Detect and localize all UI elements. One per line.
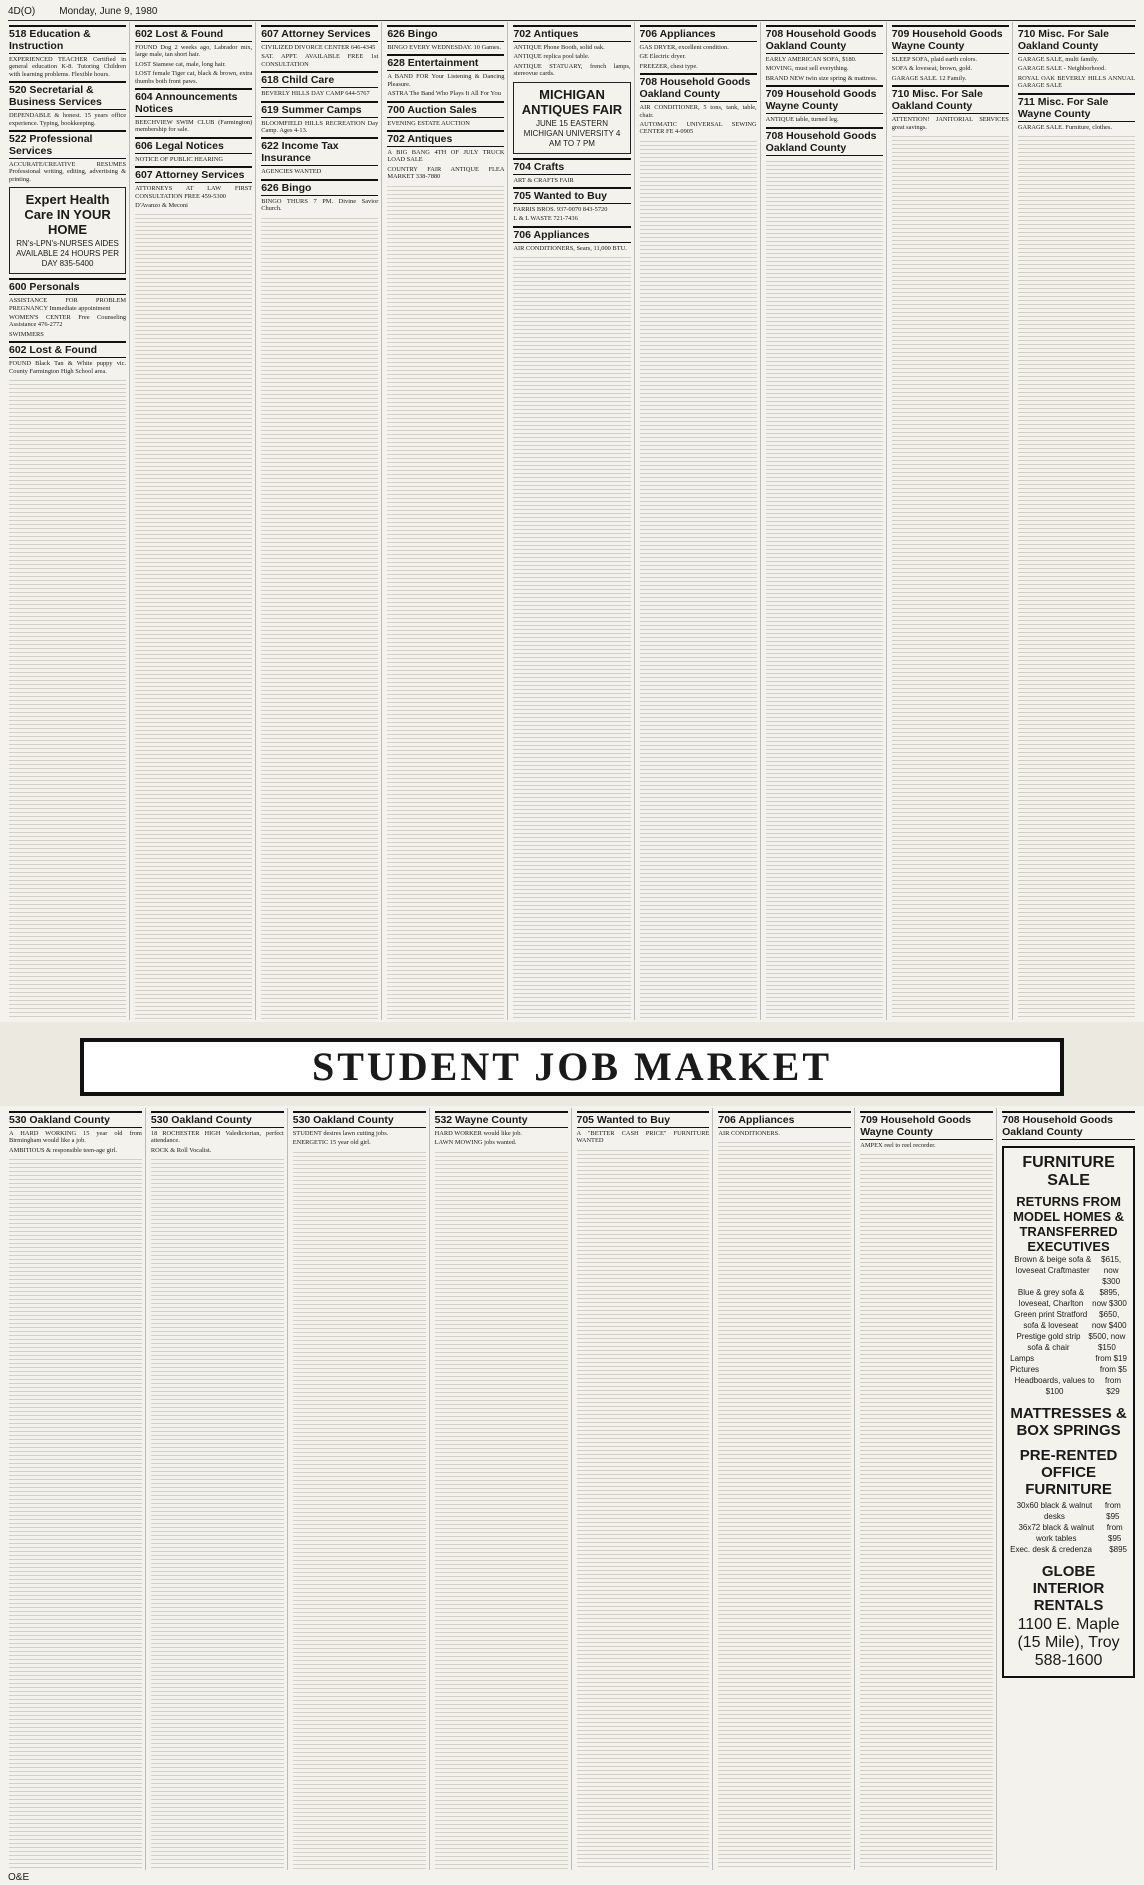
classified-ad: AIR CONDITIONERS, Sears, 11,000 BTU. — [513, 244, 627, 252]
classified-ad: L & L WASTE 721-7436 — [513, 215, 578, 223]
classified-column — [148, 1108, 288, 1870]
classified-column — [637, 22, 761, 1020]
promo-item-price: $895, now $300 — [1092, 1288, 1127, 1308]
footer-code: O&E — [8, 1872, 30, 1883]
classified-ad: BINGO EVERY WEDNESDAY. 10 Games. — [387, 44, 501, 51]
section-heading: 607 Attorney Services — [261, 25, 378, 42]
student-job-market-banner — [0, 1022, 1144, 1106]
furniture-sale-ad — [1002, 1146, 1135, 1678]
classified-ad: A BIG BANG 4TH OF JULY TRUCK LOAD SALE — [387, 149, 505, 164]
section-heading: 604 Announcements Notices — [135, 88, 252, 117]
section-heading: 708 Household Goods Oakland County — [640, 73, 757, 102]
promo-address: 1100 E. Maple (15 Mile), Troy — [1017, 1616, 1120, 1651]
section-heading: 705 Wanted to Buy — [577, 1111, 710, 1128]
classified-column — [1015, 22, 1138, 1020]
promo-item-name: Brown & beige sofa & loveseat Craftmaster — [1014, 1255, 1092, 1275]
promo-item-name: Pictures — [1010, 1365, 1040, 1374]
promo-item — [1010, 1309, 1127, 1331]
section-heading: 700 Auction Sales — [387, 101, 504, 118]
display-ad-details: JUNE 15 EASTERN MICHIGAN UNIVERSITY 4 AM TO 7 PM — [523, 118, 621, 148]
display-ad-details: RN's-LPN's-NURSES AIDES AVAILABLE 24 HOURS PER DAY 835-5400 — [16, 239, 119, 269]
classified-column — [132, 22, 256, 1020]
section-heading: 702 Antiques — [387, 130, 504, 147]
section-heading: 626 Bingo — [261, 179, 378, 196]
classified-ad: ART & CRAFTS FAIR — [513, 176, 574, 184]
classified-ad: DEPENDABLE & honest. 15 years office experience. Typing, bookkeeping. — [9, 112, 127, 127]
classified-ad: 18 ROCHESTER HIGH Valedictorian, perfect attendance. — [150, 1130, 284, 1145]
promo-item-price: from $19 — [1095, 1354, 1127, 1363]
classified-ad: ASTRA The Band Who Plays It All For You — [387, 90, 501, 98]
classified-column — [510, 22, 634, 1020]
classified-ad: ASSISTANCE FOR PROBLEM PREGNANCY Immediate appointment — [9, 297, 127, 312]
classified-text-block — [261, 215, 378, 1020]
section-heading: 709 Household Goods Wayne County — [892, 25, 1009, 54]
promo-item-price: from $95 — [1104, 1501, 1121, 1521]
classified-ad: BLOOMFIELD HILLS RECREATION Day Camp. Ages 4-13. — [261, 119, 379, 135]
section-heading: 710 Misc. For Sale Oakland County — [892, 85, 1009, 114]
section-heading: 628 Entertainment — [387, 54, 504, 71]
promo-item-name: Prestige gold strip sofa & chair — [1016, 1332, 1081, 1352]
classified-text-block — [387, 183, 504, 1020]
classified-ad: GARAGE SALE - Neighborhood. — [1017, 65, 1106, 73]
display-ad — [9, 187, 126, 274]
classified-ad: LAWN MOWING jobs wanted. — [434, 1139, 517, 1147]
classified-column — [857, 1108, 997, 1870]
classified-ad: ANTIQUE table, turned leg. — [765, 116, 839, 124]
classified-ad: FARRIS BROS. 937-0070 843-5720 — [513, 206, 608, 214]
classified-text-block — [151, 1156, 284, 1870]
classified-ad: CIVILIZED DIVORCE CENTER 646-4345 — [261, 44, 376, 51]
classified-ad: GARAGE SALE, multi family. — [1017, 56, 1099, 63]
classified-ad: STUDENT desires lawn cutting jobs. — [292, 1130, 389, 1137]
promo-item-price: $650, now $400 — [1091, 1310, 1127, 1330]
classified-ad: SWIMMERS — [9, 330, 44, 338]
promo-item — [1010, 1287, 1127, 1309]
page-date: Monday, June 9, 1980 — [59, 6, 158, 17]
classified-ad: ANTIQUE Phone Booth, solid oak. — [513, 44, 605, 51]
section-heading: 626 Bingo — [387, 25, 504, 42]
promo-item-name: 36x72 black & walnut work tables — [1018, 1523, 1095, 1543]
section-heading: 530 Oakland County — [9, 1111, 142, 1128]
promo-item-price: $615, now $300 — [1101, 1255, 1122, 1286]
section-heading: 530 Oakland County — [293, 1111, 426, 1128]
classified-column — [715, 1108, 855, 1870]
promo-company: GLOBE INTERIOR RENTALS — [1032, 1563, 1105, 1614]
promo-item — [1010, 1331, 1127, 1353]
promo-item — [1010, 1375, 1127, 1397]
section-heading: 706 Appliances — [513, 226, 630, 243]
classified-ad: MOVING, must sell everything. — [765, 65, 849, 73]
promo-title: FURNITURE SALE — [1022, 1154, 1115, 1189]
classified-ad: EARLY AMERICAN SOFA, $180. — [765, 56, 857, 63]
classified-ad: ATTORNEYS AT LAW FIRST CONSULTATION FREE 459-5300 — [135, 185, 253, 200]
classified-ad: AGENCIES WANTED — [261, 168, 322, 176]
classified-ad: AMBITIOUS & responsible teen-age girl. — [9, 1146, 118, 1154]
classified-text-block — [135, 211, 252, 1020]
section-heading: 619 Summer Camps — [261, 101, 378, 118]
classified-ad: ROCK & Roll Vocalist. — [150, 1146, 212, 1154]
classified-text-block — [718, 1139, 851, 1870]
section-heading: 702 Antiques — [513, 25, 630, 42]
promo-item-price: from $95 — [1106, 1523, 1123, 1543]
classified-text-block — [640, 138, 757, 1020]
section-heading: 708 Household Goods Oakland County — [1002, 1111, 1135, 1140]
promo-item-name: Headboards, values to $100 — [1014, 1376, 1095, 1396]
student-job-market-title: STUDENT JOB MARKET — [80, 1038, 1064, 1096]
classified-ad: LOST Siamese cat, male, long hair. — [135, 60, 226, 68]
promo-item-name: 30x60 black & walnut desks — [1016, 1501, 1093, 1521]
promo-item-name: Exec. desk & credenza — [1010, 1545, 1092, 1554]
promo-subtitle: RETURNS FROM MODEL HOMES & TRANSFERRED EXECUTIVES — [1013, 1194, 1125, 1254]
section-heading: 618 Child Care — [261, 71, 378, 88]
classified-top-grid — [6, 22, 1138, 1020]
promo-office-item — [1010, 1544, 1127, 1555]
classified-ad: BRAND NEW twin size spring & mattress. — [765, 74, 878, 82]
classified-ad: WOMEN'S CENTER Free Counseling Assistance 476-2772 — [9, 314, 127, 329]
section-heading: 709 Household Goods Wayne County — [860, 1111, 993, 1140]
classified-ad: ATTENTION! JANITORIAL SERVICES great savings. — [891, 116, 1009, 131]
page-number: 4D(O) — [8, 6, 36, 17]
classified-ad: ENERGETIC 15 year old girl. — [292, 1139, 371, 1147]
section-heading: 705 Wanted to Buy — [513, 187, 630, 204]
section-heading: 602 Lost & Found — [135, 25, 252, 42]
classified-ad: ROYAL OAK BEVERLY HILLS ANNUAL GARAGE SALE — [1017, 74, 1135, 90]
section-heading: 607 Attorney Services — [135, 166, 252, 183]
promo-item-name: Lamps — [1010, 1354, 1035, 1363]
section-heading: 704 Crafts — [513, 158, 630, 175]
classified-text-block — [293, 1149, 426, 1870]
classified-column — [574, 1108, 714, 1870]
classified-ad: BEVERLY HILLS DAY CAMP 644-5767 — [261, 90, 370, 98]
classified-ad: EVENING ESTATE AUCTION — [387, 119, 470, 127]
classified-text-block — [435, 1149, 568, 1870]
classified-ad: BINGO THURS 7 PM. Divine Savior Church. — [261, 197, 379, 213]
promo-item — [1010, 1254, 1127, 1287]
promo-item-price: $500, now $150 — [1088, 1332, 1126, 1352]
classified-column — [999, 1108, 1138, 1870]
classified-column — [432, 1108, 572, 1870]
masthead — [8, 4, 1136, 21]
section-heading: 710 Misc. For Sale Oakland County — [1018, 25, 1135, 54]
classified-text-block — [1018, 133, 1135, 1020]
classified-text-block — [9, 1156, 142, 1870]
classified-ad: ANTIQUE replica pool table. — [513, 53, 590, 61]
section-heading: 622 Income Tax Insurance — [261, 137, 378, 166]
classified-ad: FOUND Dog 2 weeks ago, Labrador mix, large male, tan short hair. — [135, 44, 253, 59]
promo-item-price: $895 — [1109, 1545, 1127, 1554]
section-heading: 532 Wayne County — [435, 1111, 568, 1128]
classified-column — [6, 22, 130, 1020]
classified-text-block — [892, 133, 1009, 1020]
classified-ad: ACCURATE/CREATIVE RESUMES Professional writing, editing, advertising & printing. — [9, 161, 127, 183]
classified-ad: GARAGE SALE. 12 Family. — [891, 74, 967, 82]
section-heading: 602 Lost & Found — [9, 341, 126, 358]
classified-text-block — [513, 254, 630, 1020]
section-heading: 606 Legal Notices — [135, 137, 252, 154]
section-heading: 518 Education & Instruction — [9, 25, 126, 54]
classified-ad: A BAND FOR Your Listening & Dancing Pleasure. — [387, 73, 505, 88]
promo-item — [1010, 1364, 1127, 1375]
section-heading: 522 Professional Services — [9, 130, 126, 159]
classified-text-block — [766, 158, 883, 1020]
classified-ad: FOUND Black Tan & White puppy vic. County Farmington High School area. — [9, 360, 127, 375]
promo-mattress-heading: MATTRESSES & BOX SPRINGS — [1010, 1405, 1127, 1439]
section-heading: 600 Personals — [9, 278, 126, 295]
classified-ad: AIR CONDITIONERS. — [718, 1130, 780, 1137]
classified-ad: A HARD WORKING 15 year old from Birmingham would like a job. — [9, 1130, 142, 1145]
classified-column — [889, 22, 1013, 1020]
classified-ad: LOST female Tiger cat, black & brown, extra thumbs both front paws. — [135, 70, 253, 85]
promo-item-price: from $29 — [1104, 1376, 1121, 1396]
classified-ad: GE Electric dryer. — [639, 53, 686, 61]
promo-office-item — [1010, 1522, 1127, 1544]
section-heading: 708 Household Goods Oakland County — [766, 127, 883, 156]
classified-ad: D'Avanzo & Meconi — [135, 202, 188, 210]
classified-ad: SAT. APPT. AVAILABLE FREE 1st CONSULTATION — [261, 53, 379, 68]
classified-ad: AMPEX reel to reel recorder. — [860, 1142, 936, 1149]
promo-item-price: from $5 — [1099, 1365, 1127, 1374]
classified-text-block — [577, 1147, 710, 1870]
promo-phone: 588-1600 — [1034, 1652, 1103, 1669]
display-ad-headline: Expert Health Care IN YOUR HOME — [24, 192, 111, 238]
classified-ad: AIR CONDITIONER, 5 tons, tank, table, chair. — [639, 104, 757, 119]
classified-ad: HARD WORKER would like job. — [434, 1130, 523, 1137]
classified-ad: SOFA & loveseat, brown, gold. — [891, 65, 973, 73]
classified-ad: FREEZER, chest type. — [639, 62, 698, 70]
section-heading: 520 Secretarial & Business Services — [9, 81, 126, 110]
promo-office-item — [1010, 1500, 1127, 1522]
promo-item — [1010, 1353, 1127, 1364]
classified-ad: EXPERIENCED TEACHER Certified in general education K-8. Tutoring Children with learning problems. Flexible hours. — [9, 56, 127, 78]
classified-ad: NOTICE OF PUBLIC HEARING — [135, 155, 223, 163]
section-heading: 530 Oakland County — [151, 1111, 284, 1128]
section-heading: 706 Appliances — [718, 1111, 851, 1128]
classified-column — [6, 1108, 146, 1870]
classified-ad: GARAGE SALE. Furniture, clothes. — [1017, 123, 1112, 131]
classified-bottom-grid — [6, 1108, 1138, 1870]
classified-text-block — [860, 1151, 993, 1870]
promo-office-heading: PRE-RENTED OFFICE FURNITURE — [1019, 1447, 1118, 1498]
classified-ad: SLEEP SOFA, plaid earth colors. — [891, 56, 977, 63]
promo-item-name: Green print Stratford sofa & loveseat — [1014, 1310, 1088, 1330]
classified-column — [763, 22, 887, 1020]
classified-column — [290, 1108, 430, 1870]
display-ad — [513, 82, 630, 154]
promo-item-name: Blue & grey sofa & loveseat, Charlton — [1017, 1288, 1085, 1308]
classified-text-block — [9, 377, 126, 1020]
classified-ad: BEECHVIEW SWIM CLUB (Farmington) membership for sale. — [135, 119, 253, 134]
section-heading: 706 Appliances — [640, 25, 757, 42]
classified-ad: ANTIQUE STATUARY, french lamps, stereovue cards. — [513, 62, 631, 78]
classified-column — [258, 22, 382, 1020]
section-heading: 708 Household Goods Oakland County — [766, 25, 883, 54]
classified-ad: COUNTRY FAIR ANTIQUE FLEA MARKET 338-7880 — [387, 165, 505, 181]
classified-column — [384, 22, 508, 1020]
classified-ad: A "BETTER CASH PRICE" FURNITURE WANTED — [576, 1130, 710, 1145]
section-heading: 711 Misc. For Sale Wayne County — [1018, 93, 1135, 122]
classified-ad: AUTOMATIC UNIVERSAL SEWING CENTER FE 4-0905 — [639, 121, 757, 136]
section-heading: 709 Household Goods Wayne County — [766, 85, 883, 114]
classified-ad: GAS DRYER, excellent condition. — [639, 44, 729, 51]
display-ad-headline: MICHIGAN ANTIQUES FAIR — [521, 86, 623, 117]
